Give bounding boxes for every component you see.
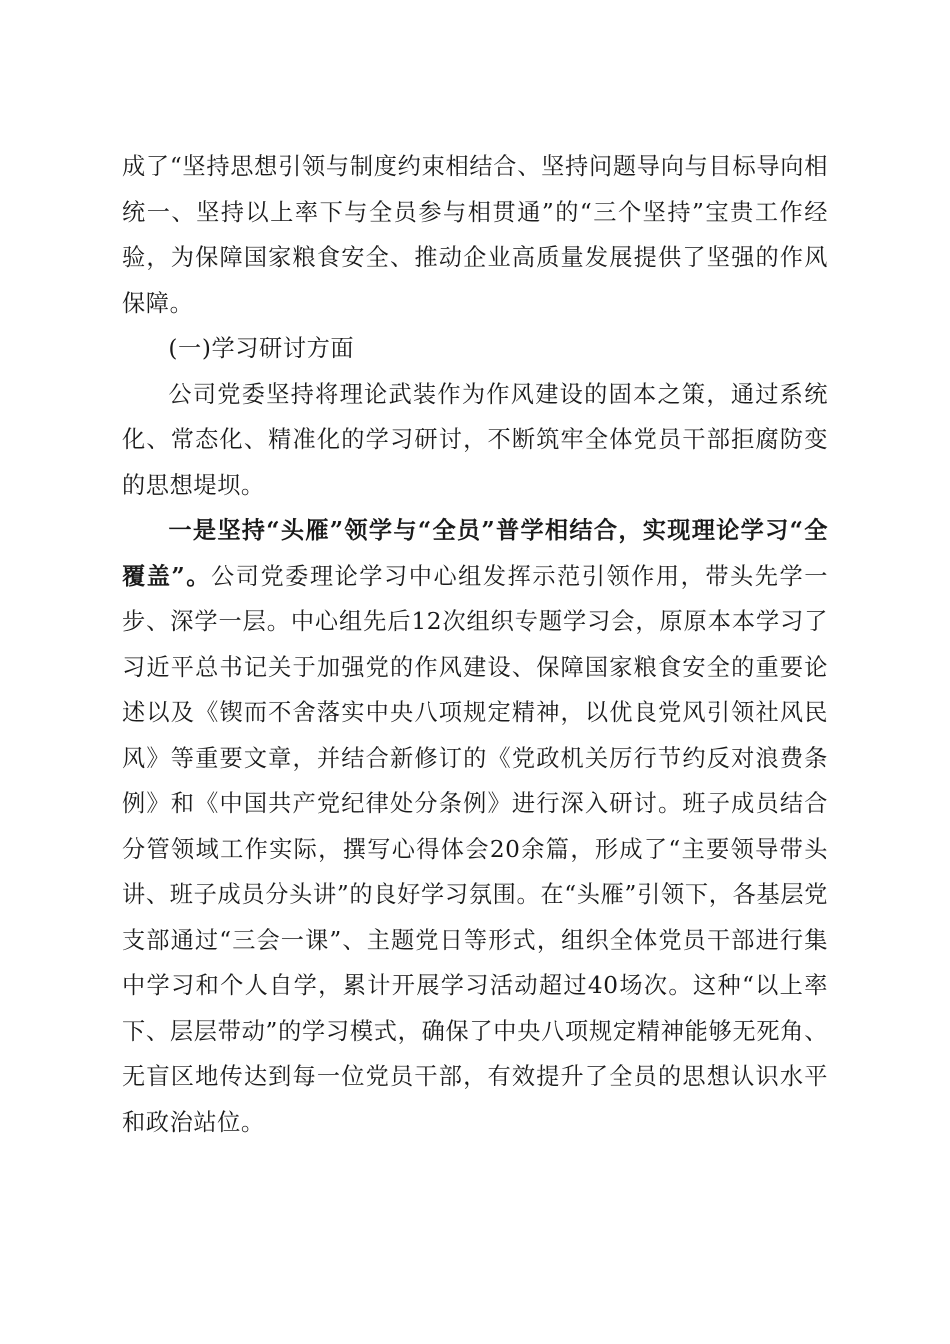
section-heading	[122, 326, 828, 372]
paragraph-point-one	[122, 508, 828, 1145]
body-text	[122, 144, 828, 1145]
paragraph-text: 成了“坚持思想引领与制度约束相结合、坚持问题导向与目标导向相统一、坚持以上率下与全员参与相贯通”的“三个坚持”宝贵工作经验，为保障国家粮食安全、推动企业高质量发展提供了坚强的作风保障。	[122, 153, 828, 317]
paragraph-intro	[122, 372, 828, 509]
section-heading-text: (一)学习研讨方面	[168, 335, 355, 362]
paragraph-continuation	[122, 144, 828, 326]
paragraph-lead: 一是坚持“头雁”领学与“全员”普学相结合，实现理论学习“全覆盖”。	[122, 517, 828, 590]
paragraph-text: 公司党委坚持将理论武装作为作风建设的固本之策，通过系统化、常态化、精准化的学习研讨，不断筑牢全体党员干部拒腐防变的思想堤坝。	[122, 380, 828, 499]
paragraph-text: 公司党委理论学习中心组发挥示范引领作用，带头先学一步、深学一层。中心组先后12次组织专题学习会，原原本本学习了习近平总书记关于加强党的作风建设、保障国家粮食安全的重要论述以及《锲而不舍落实中央八项规定精神，以优良党风引领社风民风》等重要文章，并结合新修订的《党政机关厉行节约反对浪费条例》和《中国共产党纪律处分条例》进行深入研讨。班子成员结合分管领域工作实际，撰写心得体会20余篇，形成了“主要领导带头讲、班子成员分头讲”的良好学习氛围。在“头雁”引领下，各基层党支部通过“三会一课”、主题党日等形式，组织全体党员干部进行集中学习和个人自学，累计开展学习活动超过40场次。这种“以上率下、层层带动”的学习模式，确保了中央八项规定精神能够无死角、无盲区地传达到每一位党员干部，有效提升了全员的思想认识水平和政治站位。	[122, 562, 828, 1136]
